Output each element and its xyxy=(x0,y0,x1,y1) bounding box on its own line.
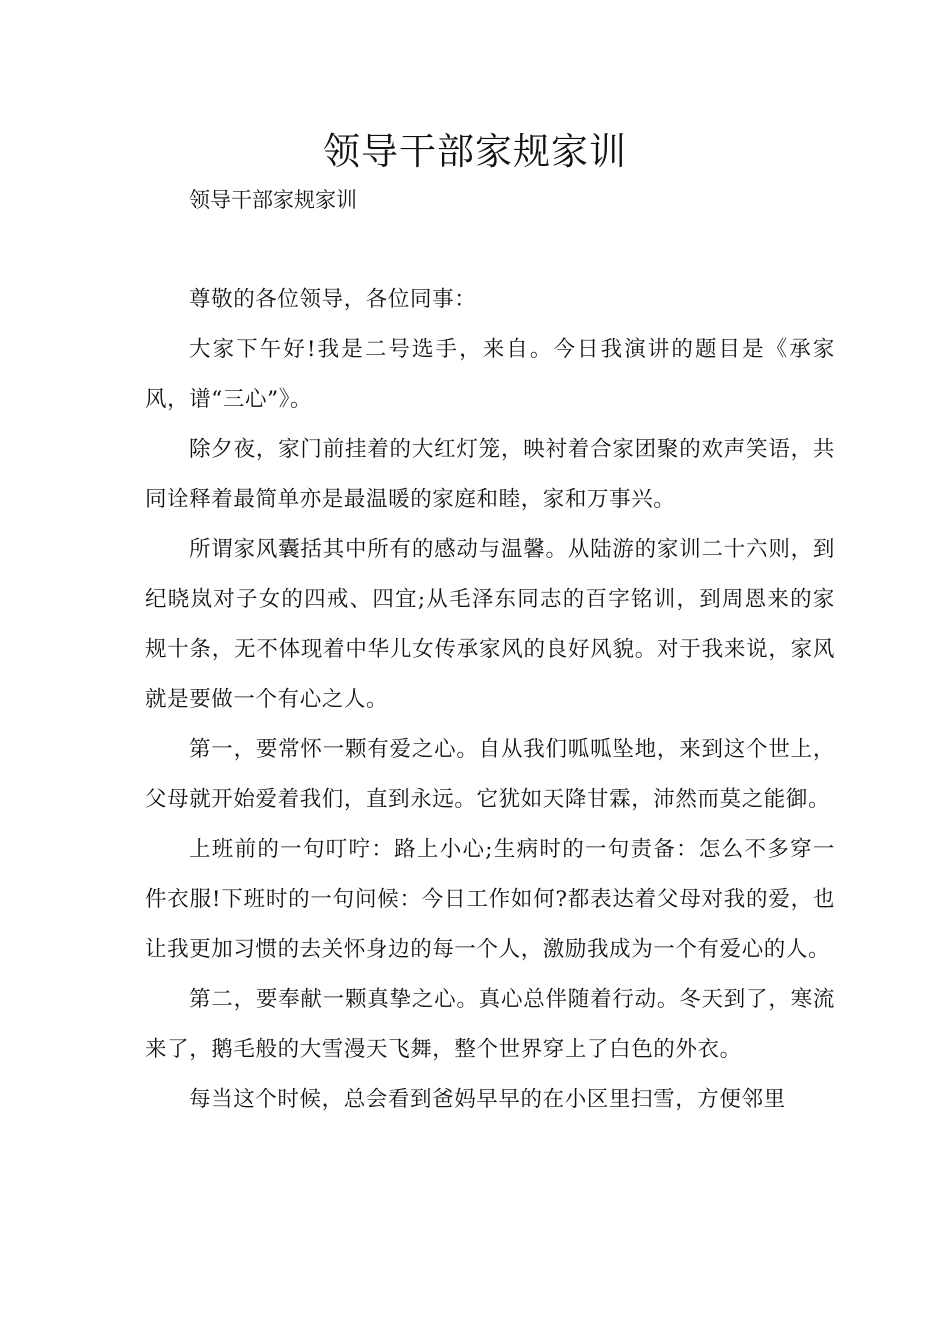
paragraph-second-point: 第二，要奉献一颗真挚之心。真心总伴随着行动。冬天到了，寒流来了，鹅毛般的大雪漫天飞舞，整个世界穿上了白色的外衣。 xyxy=(145,987,835,1062)
paragraph-snow-sweeping: 每当这个时候，总会看到爸妈早早的在小区里扫雪，方便邻里 xyxy=(189,1087,786,1112)
paragraph-intro: 大家下午好!我是二号选手，来自。今日我演讲的题目是《承家风，谱“三心”》。 xyxy=(145,337,835,412)
document-body xyxy=(145,275,835,1125)
document-subtitle: 领导干部家规家训 xyxy=(189,188,357,212)
paragraph-parents-care: 上班前的一句叮咛：路上小心;生病时的一句责备：怎么不多穿一件衣服!下班时的一句问候：今日工作如何?都表达着父母对我的爱，也让我更加习惯的去关怀身边的每一个人，激励我成为一个有爱心的人。 xyxy=(145,837,835,962)
paragraph-first-point: 第一，要常怀一颗有爱之心。自从我们呱呱坠地，来到这个世上，父母就开始爱着我们，直到永远。它犹如天降甘霖，沛然而莫之能御。 xyxy=(145,737,835,812)
document-title: 领导干部家规家训 xyxy=(323,130,627,173)
paragraph-family-style: 所谓家风囊括其中所有的感动与温馨。从陆游的家训二十六则，到纪晓岚对子女的四戒、四宜;从毛泽东同志的百字铭训，到周恩来的家规十条，无不体现着中华儿女传承家风的良好风貌。对于我来说，家风就是要做一个有心之人。 xyxy=(145,537,835,712)
paragraph-greeting: 尊敬的各位领导，各位同事： xyxy=(189,287,477,312)
paragraph-new-year-eve: 除夕夜，家门前挂着的大红灯笼，映衬着合家团聚的欢声笑语，共同诠释着最简单亦是最温暖的家庭和睦，家和万事兴。 xyxy=(145,437,835,512)
